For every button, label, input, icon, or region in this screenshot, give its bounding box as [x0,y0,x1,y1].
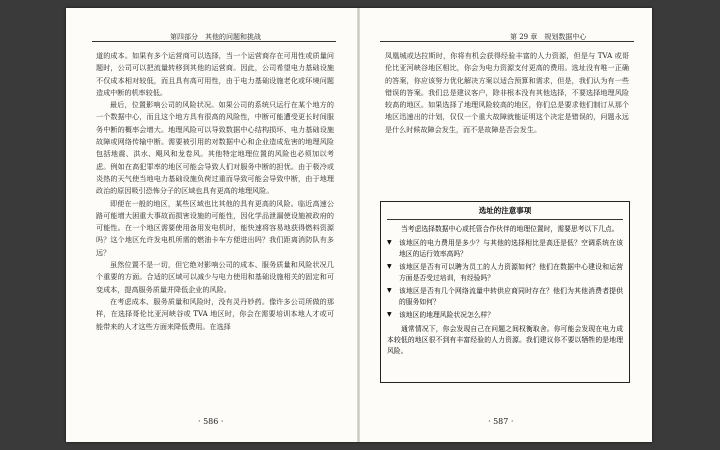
paragraph: 道的成本。如果有多个运营商可以选择，当一个运营商存在可用性或质量问题时，公司可以把流量转移到其他的运营商。因此，公司希望电力基础设施不仅成本相对较低，而且具有高可用性，由于电力基础设施老化或环境问题造成中断的机率较低。 [96,51,334,97]
paragraph: 凤凰城或达拉斯时，你将有机会获得经验丰富的人力资源，但是与 TVA 或哥伦比亚河峡谷地区相比，你会为电力资源支付更高的费用。选址没有唯一正确的答案，你应该努力优化解决方案以适合预算和需求，但是，我们认为有一些错误的答案。我们总是建议客户，除非根本没有其他选择，不要选择地理风险较高的地区。如果选择了地理风险较高的地区，你们总是要求他们制订从那个地区迅速出的计划，仅仅一个重大故障就能证明这个决定是错误的，问题永远是什么时候故障会发生，而不是故障是否会发生。 [385,51,629,134]
checklist-item [387,238,623,259]
triangle-bullet-icon: ▼ [387,239,392,246]
page-number: · 587 · [488,417,514,426]
page-body [385,50,629,136]
page-number: · 586 · [198,417,224,426]
running-header: 第 29 章 规划数据中心 [510,33,587,41]
checklist-text: 该地区的电力费用是多少？与其他的选择相比是高还是低？空调系统在该地区的运行效率高吗？ [399,239,623,258]
box-intro: 当考虑选择数据中心或托管合作伙伴的地理位置时，需要思考以下几点。 [401,225,619,233]
paragraph: 虽然位置不是一切，但它绝对影响公司的成本、服务质量和风险状况几个重要的方面。合适的区域可以减少与电力使用和基础设施相关的固定和可变成本，提高服务质量并降低企业的风险。 [96,260,334,294]
right-page [360,8,652,442]
paragraph: 即便在一般的地区，某些区域也比其他的具有更高的风险。临近高速公路可能增大困重大事故而损害设施的可能性，因化学品泄漏使设施被政府的可能性。在一个地区需要使用备用发电机时，能快速将容易地获得燃料资源吗？这个地区允许发电机所需的燃油卡车方便进出吗？我们距离消防队有多远？ [96,198,334,257]
running-header: 第四部分 其他的问题和挑战 [170,33,261,41]
checklist-text: 该地区是否有可以聘为员工的人力资源如何？他们在数据中心建设和运营方面是否受过培训，有经验吗？ [399,263,623,282]
header-rule [380,41,634,42]
header-rule [92,41,336,42]
checklist-item [387,310,623,321]
triangle-bullet-icon: ▼ [387,287,392,294]
box-title: 选址的注意事项 [387,206,623,220]
page-body [96,50,334,333]
box-outro: 通常情况下，你会发现自己在问题之间权衡取舍。你可能会发现在电力成本较低的地区很不到有丰富经验的人力资源。我们建议你不要以牺牲的是地理风险。 [387,324,623,355]
book-spread [66,8,652,442]
triangle-bullet-icon: ▼ [387,311,392,318]
sidebar-box [380,201,630,383]
checklist-item [387,286,623,307]
triangle-bullet-icon: ▼ [387,263,392,270]
checklist-text: 该地区是否有几个网络流量中转供应商同时存在？他们为其他消费者提供的服务如何？ [399,287,623,306]
paragraph: 最后，位置影响公司的风险状况。如果公司的系统只运行在某个地方的一个数据中心，而且这个地方具有很高的风险性，中断可能遭受更长时间服务中断的概率会增大。地理风险可以导致数据中心结构损坏、电力基础设施故障或网络传输中断。需要被引用的对数据中心和企业造成危害的地理风险包括地震、洪水、飓风和龙卷风。其他特定地理位置的风险也必须加以考虑。例如在高犯罪率的地区可能会导致人们对服务中断的担忧。由于极冷或炎热的天气使当地电力基础设施负荷过重而导致可能会导致中断，由于地理政治的原因吸引恐怖分子的区域也具有更高的地理风险。 [96,100,334,196]
checklist-text: 该地区的地理风险状况怎么样？ [399,311,495,319]
checklist-item [387,262,623,283]
left-page [66,8,358,442]
paragraph: 在考虑成本、服务质量和风险时，没有灵丹妙药。像许多公司所做的那样，在选择哥伦比亚河峡谷或 TVA 地区时，你会在需要培训本地人才或可能带来的人才这些方面来降低费用。在选择 [96,296,334,331]
